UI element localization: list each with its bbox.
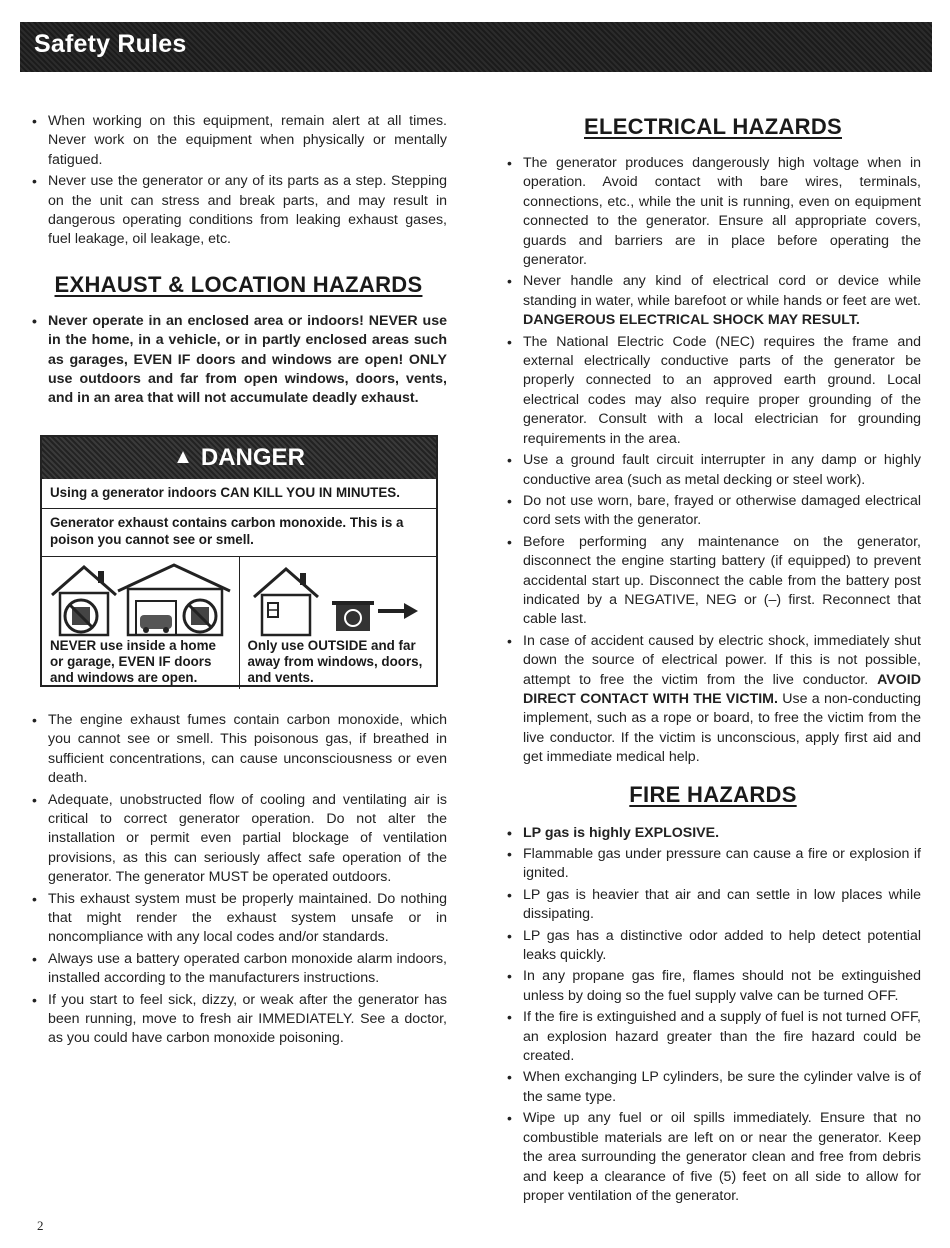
pictogram-outdoor	[239, 557, 437, 689]
list-item: • The engine exhaust fumes contain carbon monoxide, which you cannot see or smell. This poisonous gas, if breathed in sufficient concentrations, can cause unconsciousness or even death.	[30, 711, 447, 789]
exhaust-list	[30, 711, 447, 1049]
list-item: • If the fire is extinguished and a supply of fuel is not turned OFF, an explosion hazard greater than the fire hazard could be created.	[505, 1008, 921, 1066]
danger-pictograms	[42, 557, 436, 689]
right-column	[505, 114, 921, 1208]
list-item: • When working on this equipment, remain alert at all times. Never work on the equipment when physically or mentally fatigued.	[30, 112, 447, 170]
list-item-text: In case of accident caused by electric shock, immediately shut down the source of electrical power. If this is not possible, attempt to free the victim from the live conductor.	[523, 632, 921, 688]
left-column	[30, 112, 447, 1051]
house-garage-prohibited-icon	[48, 561, 238, 639]
intro-list	[30, 112, 447, 250]
list-item: • The generator produces dangerously high voltage when in operation. Avoid contact with bare wires, terminals, connections, etc., while the unit is running, even on equipment connected to the generator. Ensure all appropriate covers, guards and barriers are in place before operating the generator.	[505, 154, 921, 270]
electrical-heading: ELECTRICAL HAZARDS	[584, 114, 842, 139]
danger-header	[42, 437, 436, 479]
list-item: • The National Electric Code (NEC) requires the frame and external electrically conductive parts of the generator be properly connected to an approved earth ground. Local electrical codes may also require proper grounding of the generator. Consult with a local electrician for grounding requirements in the area.	[505, 333, 921, 449]
list-item: • LP gas has a distinctive odor added to help detect potential leaks quickly.	[505, 927, 921, 966]
danger-title: DANGER	[200, 443, 305, 471]
outdoor-caption: Only use OUTSIDE and far away from windows, doors, and vents.	[247, 637, 423, 685]
list-item: • This exhaust system must be properly maintained. Do nothing that might render the exhaust system unsafe or in noncompliance with any local codes and/or standards.	[30, 890, 447, 948]
warning-triangle-icon: ▲	[173, 446, 193, 469]
list-item: • Always use a battery operated carbon monoxide alarm indoors, installed according to the manufacturers instructions.	[30, 950, 447, 989]
exhaust-warning: • Never operate in an enclosed area or indoors! NEVER use in the home, in a vehicle, or in partly enclosed areas such as garages, EVEN IF doors and windows are open! ONLY use outdoors and far from open windows, doors, vents, and in an area that will not accumulate deadly exhaust.	[30, 312, 447, 409]
list-item: • Never use the generator or any of its parts as a step. Stepping on the unit can stress and break parts, and may result in dangerous operating conditions from leaking exhaust gases, fuel leakage, oil leakage, etc.	[30, 172, 447, 250]
list-item-emphasis: DANGEROUS ELECTRICAL SHOCK MAY RESULT.	[523, 312, 860, 329]
fire-heading: FIRE HAZARDS	[629, 781, 797, 807]
list-item-text: Never handle any kind of electrical cord or device while standing in water, while barefoot or while hands or feet are wet.	[523, 273, 921, 309]
fire-list	[505, 824, 921, 1207]
page-number: 2	[37, 1218, 44, 1233]
list-item: • Wipe up any fuel or oil spills immediately. Ensure that no combustible materials are left on or near the generator. Keep the area surrounding the generator clean and free from debris and keep a clearance of five (5) feet on all side to allow for proper ventilation of the generator.	[505, 1109, 921, 1206]
list-item: • In any propane gas fire, flames should not be extinguished unless by doing so the fuel supply valve can be turned OFF.	[505, 967, 921, 1006]
list-item: • If you start to feel sick, dizzy, or weak after the generator has been running, move to fresh air IMMEDIATELY. See a doctor, as you could have carbon monoxide poisoning.	[30, 991, 447, 1049]
list-item: • LP gas is heavier that air and can settle in low places while dissipating.	[505, 886, 921, 925]
list-item-emphasis: AVOID DIRECT CONTACT WITH THE VICTIM.	[523, 671, 921, 707]
list-item: • Adequate, unobstructed flow of cooling and ventilating air is critical to correct generator operation. Do not alter the installation or permit even partial blockage of ventilation provisions, as this can seriously affect safe operation of the generator. The generator MUST be operated outdoors.	[30, 791, 447, 888]
exhaust-warning-list	[30, 312, 447, 409]
danger-line-1: Using a generator indoors CAN KILL YOU IN MINUTES.	[50, 484, 400, 500]
section-header-bar	[20, 22, 932, 72]
list-item: • Do not use worn, bare, frayed or otherwise damaged electrical cord sets with the generator.	[505, 492, 921, 531]
exhaust-heading: EXHAUST & LOCATION HAZARDS	[54, 271, 423, 297]
list-item-text: Use a non-conducting implement, such as a rope or board, to free the victim from the live conductor. If the victim is unconscious, apply first aid and get immediate medical help.	[523, 690, 922, 766]
indoor-caption: NEVER use inside a home or garage, EVEN IF doors and windows are open.	[50, 637, 216, 685]
list-item: • When exchanging LP cylinders, be sure the cylinder valve is of the same type.	[505, 1068, 921, 1107]
list-item: • LP gas is highly EXPLOSIVE.	[505, 824, 921, 843]
list-item	[505, 272, 921, 330]
pictogram-indoor	[42, 557, 239, 689]
list-item: • Use a ground fault circuit interrupter in any damp or highly conductive area (such as metal decking or steel work).	[505, 451, 921, 490]
list-item: • Flammable gas under pressure can cause a fire or explosion if ignited.	[505, 845, 921, 884]
electrical-list	[505, 154, 921, 768]
list-item	[505, 632, 921, 768]
list-item: • Before performing any maintenance on the generator, disconnect the engine starting battery (if equipped) to prevent accidental start up. Disconnect the cable from the battery post indicated by a NEGATIVE, NEG or (–) first. Reconnect that cable last.	[505, 533, 921, 630]
house-generator-outside-icon	[246, 561, 436, 639]
danger-label	[40, 435, 438, 687]
page-title: Safety Rules	[34, 30, 187, 58]
danger-line-2: Generator exhaust contains carbon monoxide. This is a poison you cannot see or smell.	[50, 514, 404, 547]
